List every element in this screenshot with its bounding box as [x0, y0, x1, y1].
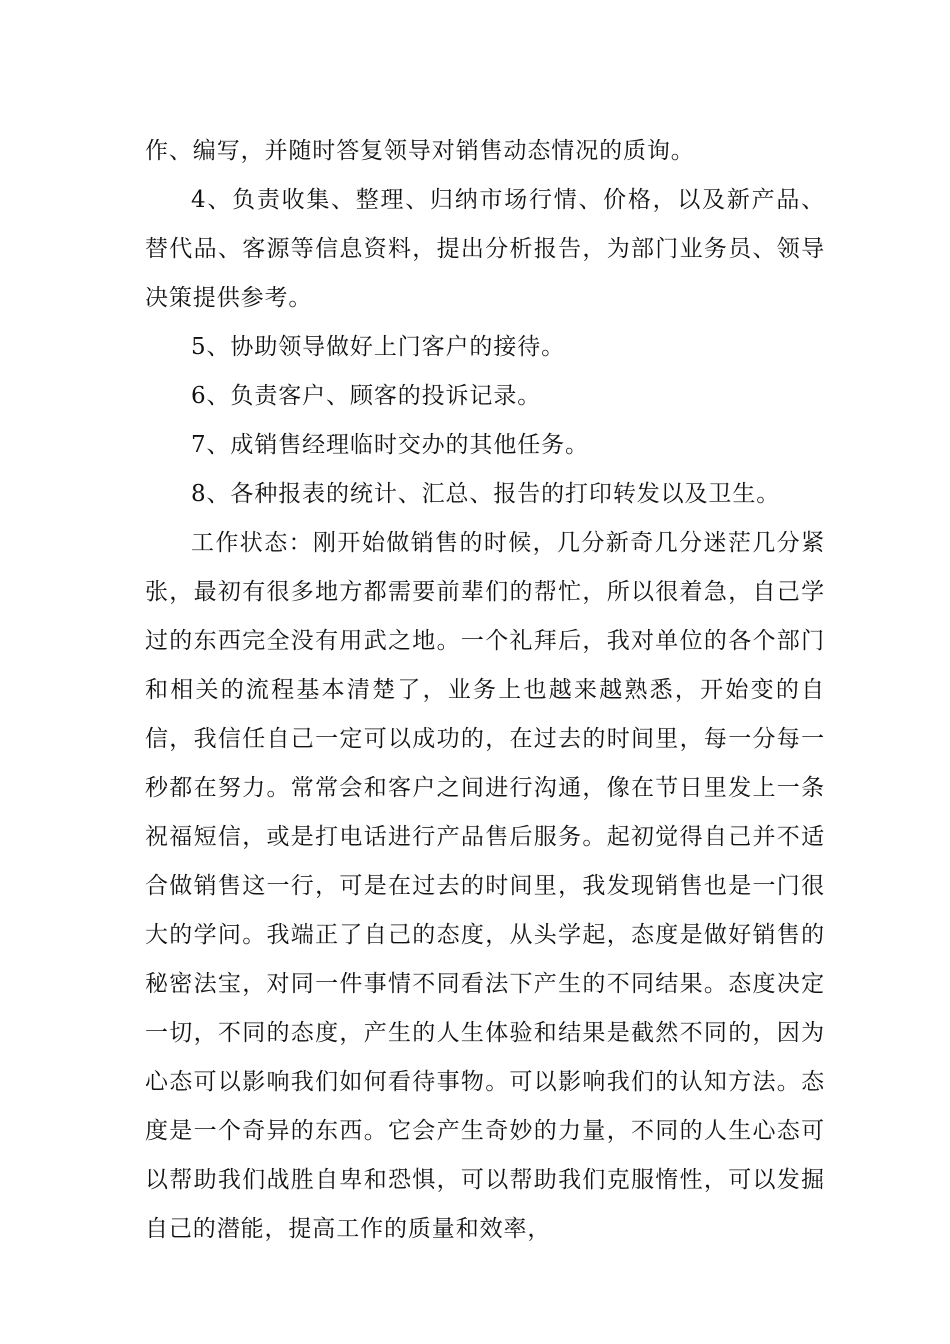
paragraph-item-6: 6、负责客户、顾客的投诉记录。 — [191, 383, 542, 409]
paragraph-item-7: 7、成销售经理临时交办的其他任务。 — [191, 432, 589, 458]
paragraph-continuation: 作、编写，并随时答复领导对销售动态情况的质询。 — [145, 138, 695, 164]
paragraph-work-status: 工作状态：刚开始做销售的时候，几分新奇几分迷茫几分紧张，最初有很多地方都需要前辈们的帮忙，所以很着急，自己学过的东西完全没有用武之地。一个礼拜后，我对单位的各个部门和相关的流程基本清楚了，业务上也越来越熟悉，开始变的自信，我信任自己一定可以成功的，在过去的时间里，每一分每一秒都在努力。常常会和客户之间进行沟通，像在节日里发上一条祝福短信，或是打电话进行产品售后服务。起初觉得自己并不适合做销售这一行，可是在过去的时间里，我发现销售也是一门很大的学问。我端正了自己的态度，从头学起，态度是做好销售的秘密法宝，对同一件事情不同看法下产生的不同结果。态度决定一切，不同的态度，产生的人生体验和结果是截然不同的，因为心态可以影响我们如何看待事物。可以影响我们的认知方法。态度是一个奇异的东西。它会产生奇妙的力量，不同的人生心态可以帮助我们战胜自卑和恐惧，可以帮助我们克服惰性，可以发掘自己的潜能，提高工作的质量和效率， — [145, 530, 825, 1242]
paragraph-item-5: 5、协助领导做好上门客户的接待。 — [191, 334, 566, 360]
paragraph-item-4: 4、负责收集、整理、归纳市场行情、价格，以及新产品、替代品、客源等信息资料，提出分析报告，为部门业务员、领导决策提供参考。 — [145, 187, 825, 311]
paragraph-item-8: 8、各种报表的统计、汇总、报告的打印转发以及卫生。 — [191, 481, 781, 507]
document-body — [145, 127, 825, 1254]
